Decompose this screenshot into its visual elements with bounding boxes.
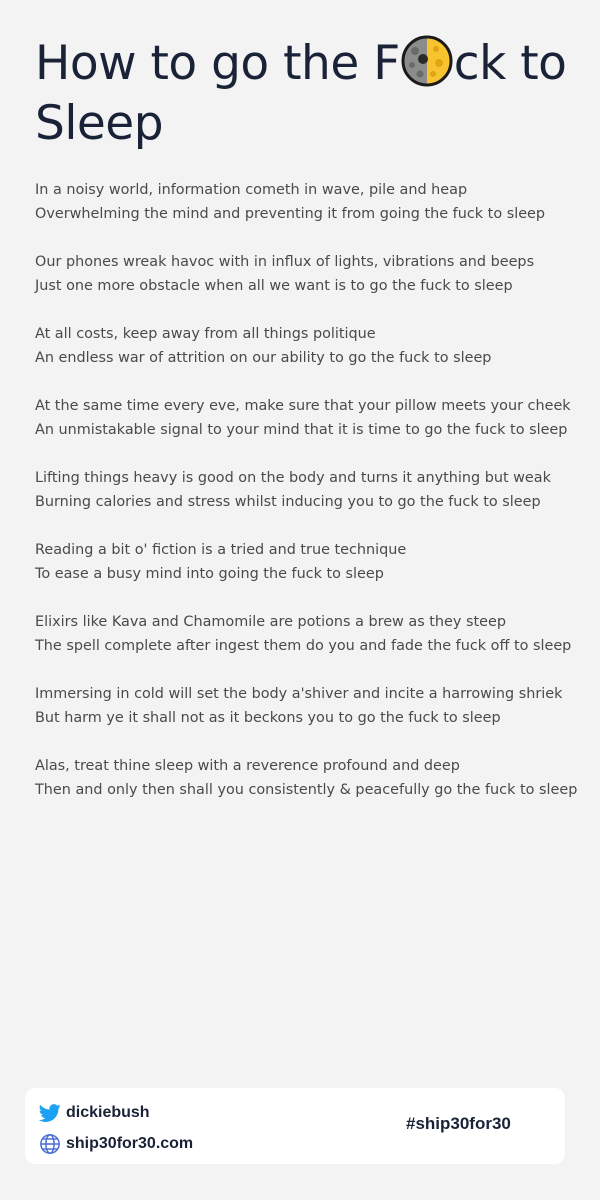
- poem-line: Overwhelming the mind and preventing it from going the fuck to sleep: [35, 206, 546, 222]
- poem-stanza: [35, 250, 595, 298]
- poem-line: To ease a busy mind into going the fuck to sleep: [35, 566, 384, 582]
- poem-line: Just one more obstacle when all we want is to go the fuck to sleep: [35, 278, 513, 294]
- poem-stanza: [35, 754, 595, 802]
- footer-card: [25, 1088, 565, 1164]
- title-text-end: ck to Sleep: [35, 36, 567, 151]
- poem-stanza: [35, 682, 595, 730]
- poem: [35, 178, 595, 826]
- twitter-bird-icon: [39, 1102, 61, 1124]
- poem-line: Lifting things heavy is good on the body and turns it anything but weak: [35, 470, 551, 486]
- globe-icon: [39, 1133, 61, 1155]
- poem-line: Elixirs like Kava and Chamomile are potions a brew as they steep: [35, 614, 506, 630]
- poem-line: The spell complete after ingest them do you and fade the fuck off to sleep: [35, 638, 572, 654]
- poem-line: An unmistakable signal to your mind that it is time to go the fuck to sleep: [35, 422, 568, 438]
- poem-line: In a noisy world, information cometh in wave, pile and heap: [35, 182, 468, 198]
- website-url: ship30for30.com: [66, 1135, 194, 1152]
- website-link[interactable]: [39, 1133, 193, 1155]
- twitter-handle: dickiebush: [66, 1104, 150, 1121]
- title-text-start: How to go the F: [35, 36, 400, 91]
- poem-line: Reading a bit o' fiction is a tried and true technique: [35, 542, 407, 558]
- poem-line: Immersing in cold will set the body a'shiver and incite a harrowing shriek: [35, 686, 563, 702]
- twitter-link[interactable]: [39, 1102, 150, 1124]
- poem-stanza: [35, 178, 595, 226]
- poem-stanza: [35, 322, 595, 370]
- hashtag: #ship30for30: [406, 1114, 511, 1133]
- poem-line: Then and only then shall you consistently & peacefully go the fuck to sleep: [35, 782, 578, 798]
- page-title: [35, 34, 575, 154]
- poem-line: At all costs, keep away from all things politique: [35, 326, 376, 342]
- poem-stanza: [35, 466, 595, 514]
- poem-line: But harm ye it shall not as it beckons you to go the fuck to sleep: [35, 710, 501, 726]
- poem-line: Our phones wreak havoc with in influx of lights, vibrations and beeps: [35, 254, 535, 270]
- poem-line: Alas, treat thine sleep with a reverence profound and deep: [35, 758, 460, 774]
- poem-line: At the same time every eve, make sure that your pillow meets your cheek: [35, 398, 571, 414]
- poem-stanza: [35, 610, 595, 658]
- poem-stanza: [35, 394, 595, 442]
- poem-line: Burning calories and stress whilst inducing you to go the fuck to sleep: [35, 494, 541, 510]
- poem-stanza: [35, 538, 595, 586]
- last-quarter-moon-icon: [401, 35, 453, 87]
- poem-line: An endless war of attrition on our ability to go the fuck to sleep: [35, 350, 492, 366]
